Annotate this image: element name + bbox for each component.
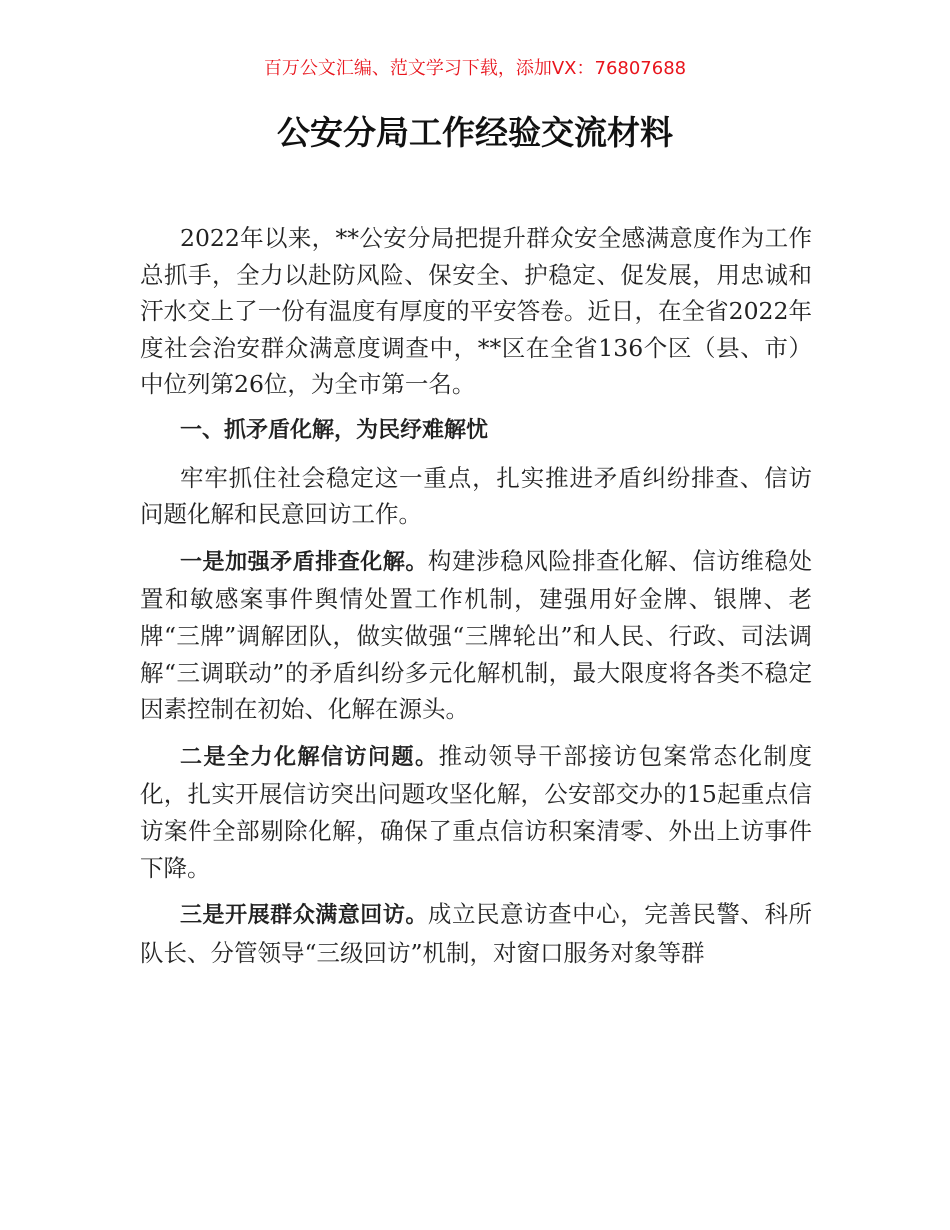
item-paragraph-3 xyxy=(140,896,812,971)
item-lead-2: 二是全力化解信访问题。 xyxy=(180,744,439,770)
intro-paragraph: 2022年以来，**公安分局把提升群众安全感满意度作为工作总抓手，全力以赴防风险、保安全、护稳定、促发展，用忠诚和汗水交上了一份有温度有厚度的平安答卷。近日，在全省2022年度社会治安群众满意度调查中，**区在全省136个区（县、市）中位列第26位，为全市第一名。 xyxy=(140,224,812,399)
watermark-text: 百万公文汇编、范文学习下载，添加VX：76807688 xyxy=(263,58,687,79)
item-paragraph-2 xyxy=(140,738,812,886)
document-title: 公安分局工作经验交流材料 xyxy=(277,113,673,152)
item-text-2: 推动领导干部接访包案常态化制度化，扎实开展信访突出问题攻坚化解，公安部交办的15起重点信访案件全部剔除化解，确保了重点信访积案清零、外出上访事件下降。 xyxy=(140,741,812,882)
item-lead-3: 三是开展群众满意回访。 xyxy=(180,903,428,929)
section-intro-paragraph: 牢牢抓住社会稳定这一重点，扎实推进矛盾纠纷排查、信访问题化解和民意回访工作。 xyxy=(140,463,812,529)
document-body xyxy=(140,220,812,981)
item-lead-1: 一是加强矛盾排查化解。 xyxy=(180,549,428,575)
item-paragraph-1 xyxy=(140,543,812,728)
item-text-1: 构建涉稳风险排查化解、信访维稳处置和敏感案事件舆情处置工作机制，建强用好金牌、银牌、老牌“三牌”调解团队，做实做强“三牌轮出”和人民、行政、司法调解“三调联动”的矛盾纠纷多元化解机制，最大限度将各类不稳定因素控制在初始、化解在源头。 xyxy=(140,546,812,724)
item-text-3: 成立民意访查中心，完善民警、科所队长、分管领导“三级回访”机制，对窗口服务对象等群 xyxy=(140,900,812,967)
section-heading: 一、抓矛盾化解，为民纾难解忧 xyxy=(180,417,489,443)
